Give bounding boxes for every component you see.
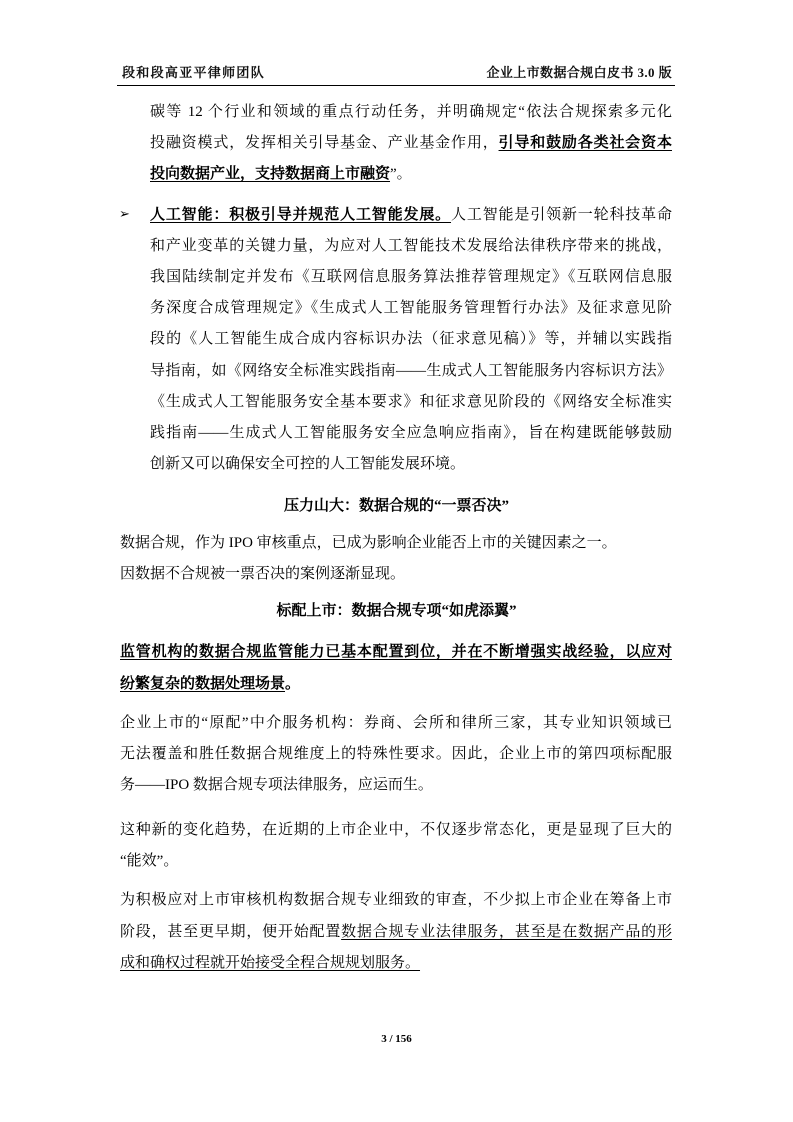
ai-bullet-line: 《生成式人工智能服务安全基本要求》和征求意见阶段的《网络安全标准实 xyxy=(150,394,672,410)
preparation-text: 阶段，甚至更早期，便开始配置 xyxy=(120,924,342,940)
pressure-text-line: 因数据不合规被一票否决的案例逐渐显现。 xyxy=(120,566,406,582)
ai-bullet-line: 和产业变革的关键力量，为应对人工智能技术发展给法律秩序带来的挑战， xyxy=(150,238,672,254)
preparation-underlined: 数据合规专业法律服务，甚至是在数据产品的形 xyxy=(341,924,672,940)
data-industry-text: 投融资模式，发挥相关引导基金、产业基金作用， xyxy=(150,135,499,151)
data-industry-line-3 xyxy=(150,163,672,185)
regulator-period: 。 xyxy=(285,676,301,692)
preparation-line-1: 为积极应对上市审核机构数据合规专业细致的审查，不少拟上市企业在筹备上市 xyxy=(120,892,672,908)
ai-bullet-line: 导指南，如《网络安全标准实践指南——生成式人工智能服务内容标识方法》 xyxy=(150,363,672,379)
ai-bullet-line: 段的《人工智能生成合成内容标识办法（征求意见稿）》等，并辅以实践指 xyxy=(150,331,672,347)
header-team-name: 段和段高亚平律师团队 xyxy=(122,65,266,80)
data-industry-line-2 xyxy=(150,132,672,154)
data-industry-text: ”。 xyxy=(390,166,412,182)
trend-line: 这种新的变化趋势，在近期的上市企业中，不仅逐步常态化，更是显现了巨大的 xyxy=(120,822,672,838)
header-document-title: 企业上市数据合规白皮书 3.0 版 xyxy=(486,65,672,80)
intermediary-line: 无法覆盖和胜任数据合规维度上的特殊性要求。因此，企业上市的第四项标配服 xyxy=(120,746,672,762)
intermediary-line: 企业上市的“原配”中介服务机构：券商、会所和律所三家，其专业知识领域已 xyxy=(120,715,672,731)
trend-line: “能效”。 xyxy=(120,853,179,869)
ai-bullet-text: 人工智能是引领新一轮科技革命 xyxy=(451,207,672,223)
regulator-emphasis: 纷繁复杂的数据处理场景 xyxy=(120,676,286,692)
preparation-line-2 xyxy=(120,921,672,943)
section-heading-standard: 标配上市：数据合规专项“如虎添翼” xyxy=(276,603,517,619)
preparation-line-3 xyxy=(120,952,672,974)
ai-bullet-line: 务深度合成管理规定》《生成式人工智能服务管理暂行办法》及征求意见阶 xyxy=(150,300,672,316)
ai-bullet-line-1 xyxy=(150,204,672,226)
pressure-text-line: 数据合规，作为 IPO 审核重点，已成为影响企业能否上市的关键因素之一。 xyxy=(120,535,617,551)
section-heading-pressure: 压力山大：数据合规的“一票否决” xyxy=(283,498,509,514)
header-divider xyxy=(117,85,675,86)
preparation-underlined: 成和确权过程就开始接受全程合规规划服务。 xyxy=(120,955,421,971)
ai-bullet-line: 践指南——生成式人工智能服务安全应急响应指南》，旨在构建既能够鼓励 xyxy=(150,425,672,441)
data-industry-emphasis: 投向数据产业，支持数据商上市融资 xyxy=(150,166,391,182)
ai-bullet-line: 创新又可以确保安全可控的人工智能发展环境。 xyxy=(150,456,466,472)
regulator-line-2 xyxy=(120,673,672,695)
page-number: 3 / 156 xyxy=(381,1033,412,1045)
ai-bullet-title: 人工智能：积极引导并规范人工智能发展。 xyxy=(150,207,452,223)
ai-bullet-line: 我国陆续制定并发布《互联网信息服务算法推荐管理规定》《互联网信息服 xyxy=(150,269,672,285)
regulator-line-1: 监管机构的数据合规监管能力已基本配置到位，并在不断增强实战经验，以应对 xyxy=(120,644,672,660)
bullet-arrow-icon: ➢ xyxy=(119,207,130,222)
data-industry-emphasis: 引导和鼓励各类社会资本 xyxy=(498,135,672,151)
intermediary-line: 务——IPO 数据合规专项法律服务，应运而生。 xyxy=(120,777,433,793)
data-industry-text: 碳等 12 个行业和领域的重点行动任务，并明确规定“依法合规探索多元化 xyxy=(150,104,672,120)
data-industry-line-1 xyxy=(150,101,672,123)
